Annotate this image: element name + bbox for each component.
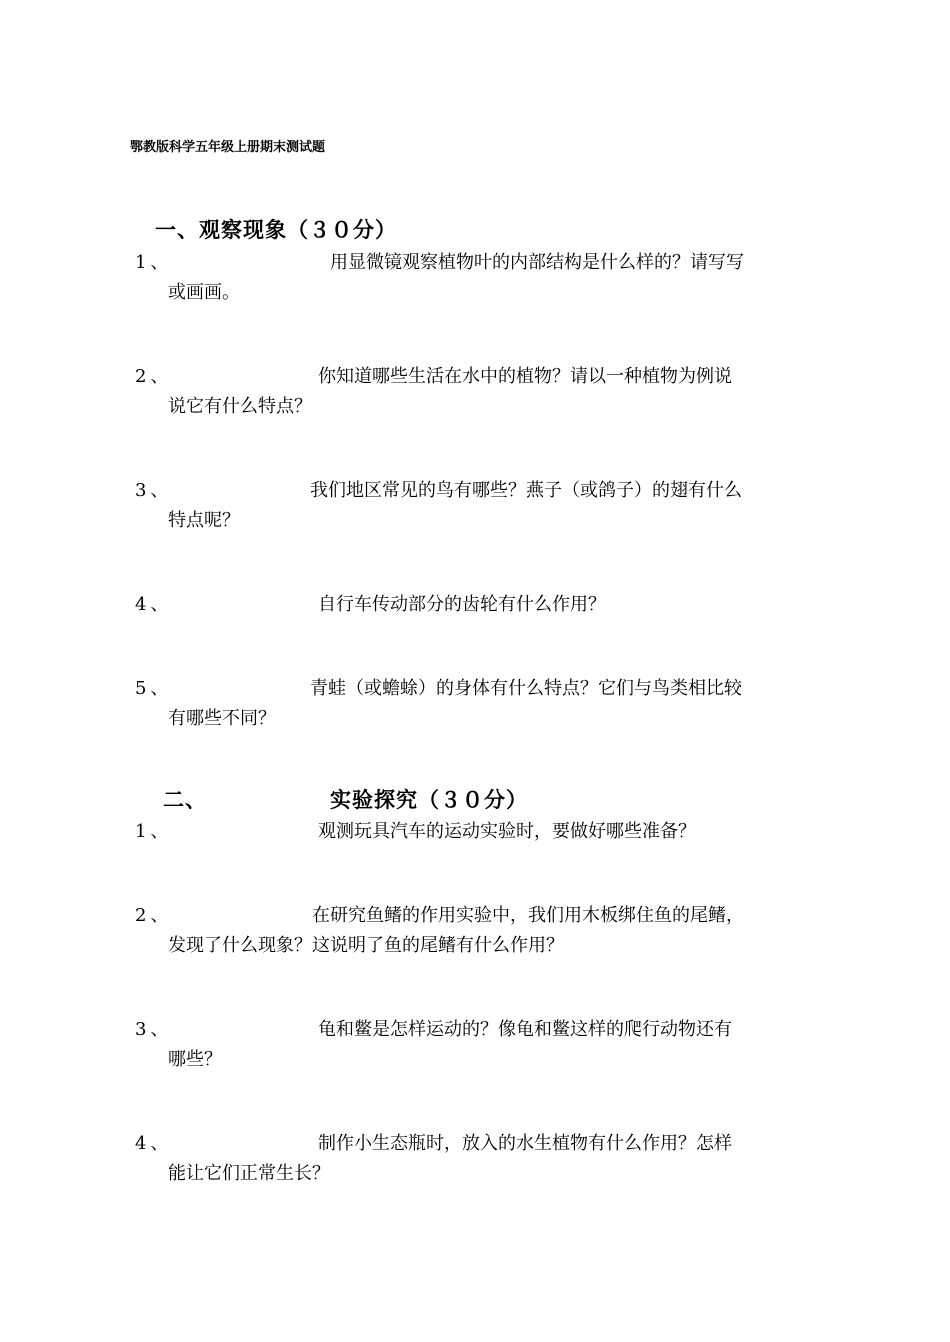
question-number: 5、 xyxy=(135,678,173,699)
question-text-continued: 哪些？ xyxy=(168,1049,222,1070)
question-text-continued: 能让它们正常生长？ xyxy=(168,1163,330,1184)
section-2-number: 二、 xyxy=(163,788,207,812)
document-title: 鄂教版科学五年级上册期末测试题 xyxy=(130,140,326,155)
question-number: 1、 xyxy=(135,821,173,842)
question-number: 2、 xyxy=(135,905,173,926)
question-text-continued: 说它有什么特点？ xyxy=(168,396,312,417)
question-text: 自行车传动部分的齿轮有什么作用？ xyxy=(318,594,606,615)
section-2-heading: 实验探究（３０分） xyxy=(330,788,528,812)
question-text: 观测玩具汽车的运动实验时，要做好哪些准备？ xyxy=(318,821,696,842)
question-text: 制作小生态瓶时，放入的水生植物有什么作用？怎样 xyxy=(318,1133,732,1154)
question-text-continued: 或画画。 xyxy=(168,282,240,303)
question-text: 在研究鱼鳍的作用实验中，我们用木板绑住鱼的尾鳍， xyxy=(312,905,744,926)
question-number: 3、 xyxy=(135,1019,173,1040)
question-number: 4、 xyxy=(135,1133,173,1154)
question-text: 青蛙（或蟾蜍）的身体有什么特点？它们与鸟类相比较 xyxy=(310,678,742,699)
question-text-continued: 有哪些不同？ xyxy=(168,708,276,729)
question-text: 你知道哪些生活在水中的植物？请以一种植物为例说 xyxy=(318,366,732,387)
question-number: 4、 xyxy=(135,594,173,615)
section-1-heading: 一、观察现象（３０分） xyxy=(155,218,397,242)
question-number: 3、 xyxy=(135,480,173,501)
question-text-continued: 特点呢？ xyxy=(168,510,240,531)
question-number: 1、 xyxy=(135,252,173,273)
question-text: 用显微镜观察植物叶的内部结构是什么样的？请写写 xyxy=(330,252,744,273)
question-text: 龟和鳖是怎样运动的？像龟和鳖这样的爬行动物还有 xyxy=(318,1019,732,1040)
question-text: 我们地区常见的鸟有哪些？燕子（或鸽子）的翅有什么 xyxy=(310,480,742,501)
question-text-continued: 发现了什么现象？这说明了鱼的尾鳍有什么作用？ xyxy=(168,935,564,956)
question-number: 2、 xyxy=(135,366,173,387)
